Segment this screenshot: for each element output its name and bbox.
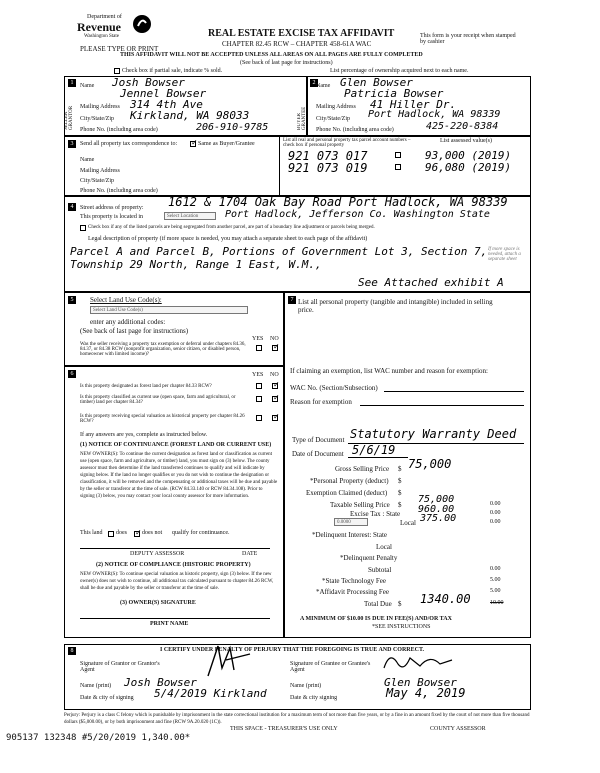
continuance-body: NEW OWNER(S): To continue the current designation as forest land or classification as current use (open space, farm and agriculture, or timber) land, you must sign on (3) below. The county assessor must then determine if the land transferred continues to qualify and will indicate by signing below. If the land no longer qualifies or you do not wish to continue the designation or classification, it will be removed and the compensating or additional taxes will be due and payable by the seller or transferor at the time of sale. (RCW 84.33.140 or RCW 84.34.108). Prior to signing (3) below, you may contact your local county assessor for more information. (80, 452, 278, 499)
taxable-label: Taxable Selling Price (330, 501, 390, 509)
section-2-number: 2 (310, 79, 318, 87)
located-label: This property is located in (80, 214, 143, 220)
total-dollar: $ (398, 600, 402, 608)
dept-line3: Washington State (84, 34, 120, 39)
gross-dollar: $ (398, 465, 402, 473)
exemption-deduct-label: Exemption Claimed (deduct) (306, 489, 388, 497)
send-correspondence-label: Send all property tax correspondence to: (80, 141, 178, 147)
continuance-title: (1) NOTICE OF CONTINUANCE (FOREST LAND OR CURRENT USE) (80, 442, 272, 448)
buyer-city: Port Hadlock, WA 98339 (368, 109, 501, 120)
legal-label: Legal description of property (if more space is needed, you may attach a separate sheet to each page of the affidavit) (88, 236, 368, 242)
s5-yes-checkbox[interactable] (256, 345, 262, 351)
delinq-penalty-label: *Delinquent Penalty (340, 554, 398, 562)
print-name-label: PRINT NAME (150, 621, 189, 627)
see-instructions-note: *SEE INSTRUCTIONS (372, 624, 431, 630)
grantee-name: Glen Bowser (384, 676, 457, 689)
corr-name-label: Name (80, 157, 95, 163)
s5-no: NO (270, 336, 279, 342)
dept-line2: Revenue (77, 20, 121, 34)
parcel-2: 921 073 019 (288, 161, 368, 175)
seller-city: Kirkland, WA 98033 (130, 109, 250, 122)
same-as-buyer-label: Same as Buyer/Grantee (198, 141, 255, 147)
total-value: 1340.00 (420, 592, 471, 606)
location-select[interactable]: Select Location (164, 212, 216, 220)
section3-divider (279, 136, 280, 196)
assessed-value-2: 96,080 (2019) (425, 161, 512, 174)
corr-city-label: City/State/Zip (80, 178, 114, 184)
grantor-signature (200, 640, 260, 680)
perjury-notice: Perjury: Perjury is a class C felony which is punishable by imprisonment in the state correctional institution for a maximum term of not more than five years, or by a fine in an amount fixed by the court of not more than five thousand dollars ($5,000.00), or by both imprisonment and fine (RCW 9A.20.020 (1C)). (64, 713, 530, 725)
assessed-value-label: List assessed value(s) (440, 138, 492, 144)
current-use-question: Is this property classified as current use (open space, farm and agricultural, or timber) land per chapter 84.34? (80, 395, 236, 405)
excise-value: 960.00 (418, 504, 455, 515)
subtotal-value: 0.00 (490, 566, 501, 572)
total-label: Total Due (364, 600, 392, 608)
section-3-number: 3 (68, 140, 76, 148)
wac-label: WAC No. (Section/Subsection) (290, 384, 378, 392)
does-checkbox[interactable] (108, 531, 114, 537)
affidavit-fee-label: *Affidavit Processing Fee (316, 588, 389, 596)
section-8-number: 8 (68, 647, 76, 655)
county-assessor-label: COUNTY ASSESSOR (430, 726, 486, 732)
affidavit-fee-value: 5.00 (490, 588, 501, 594)
owner-signature-title: (3) OWNER(S) SIGNATURE (120, 600, 196, 606)
land-use-select[interactable]: Select Land Use Code(s) (90, 306, 248, 314)
legal-line1: Parcel A and Parcel B, Portions of Government Lot 3, Section 7, (70, 245, 488, 258)
gross-label: Gross Selling Price (335, 465, 390, 473)
additional-codes-label: enter any additional codes: (90, 318, 166, 326)
grantor-date-label: Date & city of signing (80, 695, 134, 701)
treasurer-stamp: 905137 132348 #5/20/2019 1,340.00* (6, 733, 191, 743)
form-title: REAL ESTATE EXCISE TAX AFFIDAVIT (208, 28, 395, 39)
buyer-name1: Glen Bowser (340, 76, 413, 89)
dept-line1: Department of (87, 14, 122, 20)
corr-mail-label: Mailing Address (80, 168, 120, 174)
total-printed: 10.00 (490, 600, 504, 606)
parcel-1: 921 073 017 (288, 149, 368, 163)
forest-question: Is this property designated as forest land per chapter 84.33 RCW? (80, 384, 212, 389)
qualify-label: qualify for continuance. (172, 530, 230, 536)
taxable-value: 75,000 (418, 494, 455, 505)
section-6-number: 6 (68, 370, 76, 378)
located-value: Port Hadlock, Jefferson Co. Washington State (225, 209, 490, 220)
buyer-city-label: City/State/Zip (316, 116, 350, 122)
seller-name-label: Name (80, 83, 95, 89)
street-address: 1612 & 1704 Oak Bay Road Port Hadlock, WA 98339 (168, 195, 508, 209)
parcel-list-label: List all real and personal property tax parcel account numbers – check box if personal property (283, 138, 411, 148)
reason-line (360, 405, 524, 406)
s6-no: NO (270, 372, 279, 378)
buyer-phone: 425-220-8384 (426, 121, 499, 132)
revenue-logo-icon (132, 14, 152, 34)
street-label: Street address of property: (80, 205, 144, 211)
local-rate-input[interactable]: 0.0000 (334, 518, 368, 526)
excise-label: Excise Tax : State (350, 510, 401, 518)
form-notice: THIS AFFIDAVIT WILL NOT BE ACCEPTED UNLESS ALL AREAS ON ALL PAGES ARE FULLY COMPLETED (120, 52, 423, 58)
local-value: 375.00 (420, 513, 457, 524)
partial-sale-label: Check box if partial sale, indicate % sold. (122, 68, 223, 74)
grantor-date: 5/4/2019 Kirkland (154, 687, 267, 700)
buyer-side-label: BUYER GRANTEE (297, 106, 307, 130)
historic-no-checkbox[interactable] (272, 415, 278, 421)
seller-name2: Jennel Bowser (120, 87, 207, 100)
seller-city-label: City/State/Zip (80, 116, 114, 122)
land-use-see-back: (See back of last page for instructions) (80, 327, 189, 335)
forest-land-section (64, 366, 284, 638)
seller-side-label: SELLER GRANTOR (64, 105, 74, 130)
current-use-yes-checkbox[interactable] (256, 396, 262, 402)
section-1-number: 1 (68, 79, 76, 87)
s6-yes: YES (252, 372, 264, 378)
certify-statement: I CERTIFY UNDER PENALTY OF PERJURY THAT THE FOREGOING IS TRUE AND CORRECT. (160, 647, 425, 653)
excise-printed: 0.00 (490, 510, 501, 516)
grantor-name-label: Name (print) (80, 683, 112, 689)
grantor-sig-label: Signature of Grantor or Grantor's Agent (80, 661, 160, 673)
grantor-name: Josh Bowser (124, 676, 197, 689)
wac-line (384, 391, 524, 392)
grantee-name-label: Name (print) (290, 683, 322, 689)
current-use-no-checkbox[interactable] (272, 396, 278, 402)
grantee-signature (380, 648, 460, 676)
corr-phone-label: Phone No. (including area code) (80, 188, 158, 194)
buyer-name-label: Name (316, 83, 331, 89)
doc-date-line (348, 457, 408, 458)
deputy-label: DEPUTY ASSESSOR (130, 551, 185, 557)
forest-no-checkbox[interactable] (272, 383, 278, 389)
forest-yes-checkbox[interactable] (256, 383, 262, 389)
buyer-mail-label: Mailing Address (316, 104, 356, 110)
personal-deduct-label: *Personal Property (deduct) (310, 477, 389, 485)
local-label: Local (400, 519, 416, 527)
parcel-2-personal-checkbox[interactable] (395, 164, 401, 170)
section-7-number: 7 (288, 296, 296, 304)
buyer-mail: 41 Hiller Dr. (370, 98, 457, 111)
s5-yes: YES (252, 336, 264, 342)
subtotal-label: Subtotal (368, 566, 392, 574)
this-land-label: This land (80, 530, 103, 536)
section-5-number: 5 (68, 296, 76, 304)
segregated-checkbox[interactable] (80, 225, 86, 231)
receipt-note: This form is your receipt when stamped by cashier (420, 33, 516, 45)
segregated-label: Check box if any of the listed parcels are being segregated from another parcel, are part of a boundary line adjustment or parcels being merged. (88, 225, 375, 230)
exemption-claim-label: If claiming an exemption, list WAC number and reason for exemption: (290, 367, 488, 375)
section-4-number: 4 (68, 203, 76, 211)
form-chapter: CHAPTER 82.45 RCW – CHAPTER 458-61A WAC (222, 40, 372, 48)
tech-fee-label: *State Technology Fee (322, 577, 386, 585)
historic-question: Is this property receiving special valuation as historical property per chapter 84.26 RCW? (80, 414, 245, 424)
revenue-logo (72, 12, 152, 42)
compliance-title: (2) NOTICE OF COMPLIANCE (HISTORIC PROPERTY) (96, 562, 251, 568)
legal-line2: Township 29 North, Range 1 East, W.M., (70, 258, 322, 271)
personal-dollar: $ (398, 477, 402, 485)
taxable-printed: 0.00 (490, 501, 501, 507)
grantee-sig-label: Signature of Grantee or Grantee's Agent (290, 661, 371, 673)
assessed-value-1: 93,000 (2019) (425, 149, 512, 162)
delinq-local-label: Local (376, 543, 392, 551)
does-label: does (116, 530, 127, 536)
deputy-line (80, 548, 270, 549)
if-yes-instructions: If any answers are yes, complete as instructed below. (80, 432, 208, 438)
ownership-note: List percentage of ownership acquired next to each name. (330, 68, 469, 74)
seller-phone: 206-910-9785 (196, 122, 269, 133)
partial-sale-checkbox[interactable] (114, 68, 120, 74)
see-back-note: (See back of last page for instructions) (240, 60, 333, 66)
buyer-name2: Patricia Bowser (344, 87, 444, 100)
taxable-dollar: $ (398, 501, 402, 509)
local-printed: 0.00 (490, 519, 501, 525)
doc-type-label: Type of Document (292, 436, 345, 444)
personal-property-label: List all personal property (tangible and intangible) included in selling price. (298, 298, 493, 314)
reason-label: Reason for exemption (290, 398, 352, 406)
print-note: PLEASE TYPE OR PRINT (80, 45, 159, 53)
doc-date: 5/6/19 (352, 443, 396, 457)
parcel-1-personal-checkbox[interactable] (395, 152, 401, 158)
compliance-body: NEW OWNER(S): To continue special valuation as historic property, sign (3) below. If the new owner(s) does not wish to continue, all additional tax calculated pursuant to chapter 84.26 RCW, shall be due and payable by the seller or transferor at the time of sale. (80, 572, 274, 591)
grantee-date: May 4, 2019 (386, 686, 466, 700)
seller-name1: Josh Bowser (112, 76, 185, 89)
legal-side-note: If more space is needed, attach a separate sheet (488, 247, 521, 262)
seller-mail-label: Mailing Address (80, 104, 120, 110)
seller-phone-label: Phone No. (including area code) (80, 127, 158, 133)
legal-line3: See Attached exhibit A (358, 276, 504, 289)
deputy-date-label: DATE (242, 551, 258, 557)
same-as-buyer-checkbox[interactable] (190, 141, 196, 147)
treasurer-space-label: THIS SPACE - TREASURER'S USE ONLY (230, 726, 338, 732)
does-not-checkbox[interactable] (134, 531, 140, 537)
historic-yes-checkbox[interactable] (256, 415, 262, 421)
print-name-line (80, 618, 270, 619)
minimum-note: A MINIMUM OF $10.00 IS DUE IN FEE(S) AND/OR TAX (300, 616, 452, 622)
doc-type: Statutory Warranty Deed (350, 427, 517, 441)
doc-date-label: Date of Document (292, 450, 344, 458)
grantee-date-label: Date & city signing (290, 695, 338, 701)
land-use-label: Select Land Use Code(s): (90, 296, 162, 304)
seller-mail: 314 4th Ave (130, 98, 203, 111)
exemption-dollar: $ (398, 489, 402, 497)
tech-fee-value: 5.00 (490, 577, 501, 583)
exemption-question: Was the seller receiving a property tax exemption or deferral under chapters 84.36, 84.37, or 84.38 RCW (nonprofit organization, senior citizen, or disabled person, homeowner with limited income)? (80, 342, 246, 357)
s5-no-checkbox[interactable] (272, 345, 278, 351)
does-not-label: does not (142, 530, 163, 536)
gross-value: 75,000 (408, 457, 452, 471)
delinq-state-label: *Delinquent Interest: State (312, 531, 388, 539)
buyer-phone-label: Phone No. (including area code) (316, 127, 394, 133)
